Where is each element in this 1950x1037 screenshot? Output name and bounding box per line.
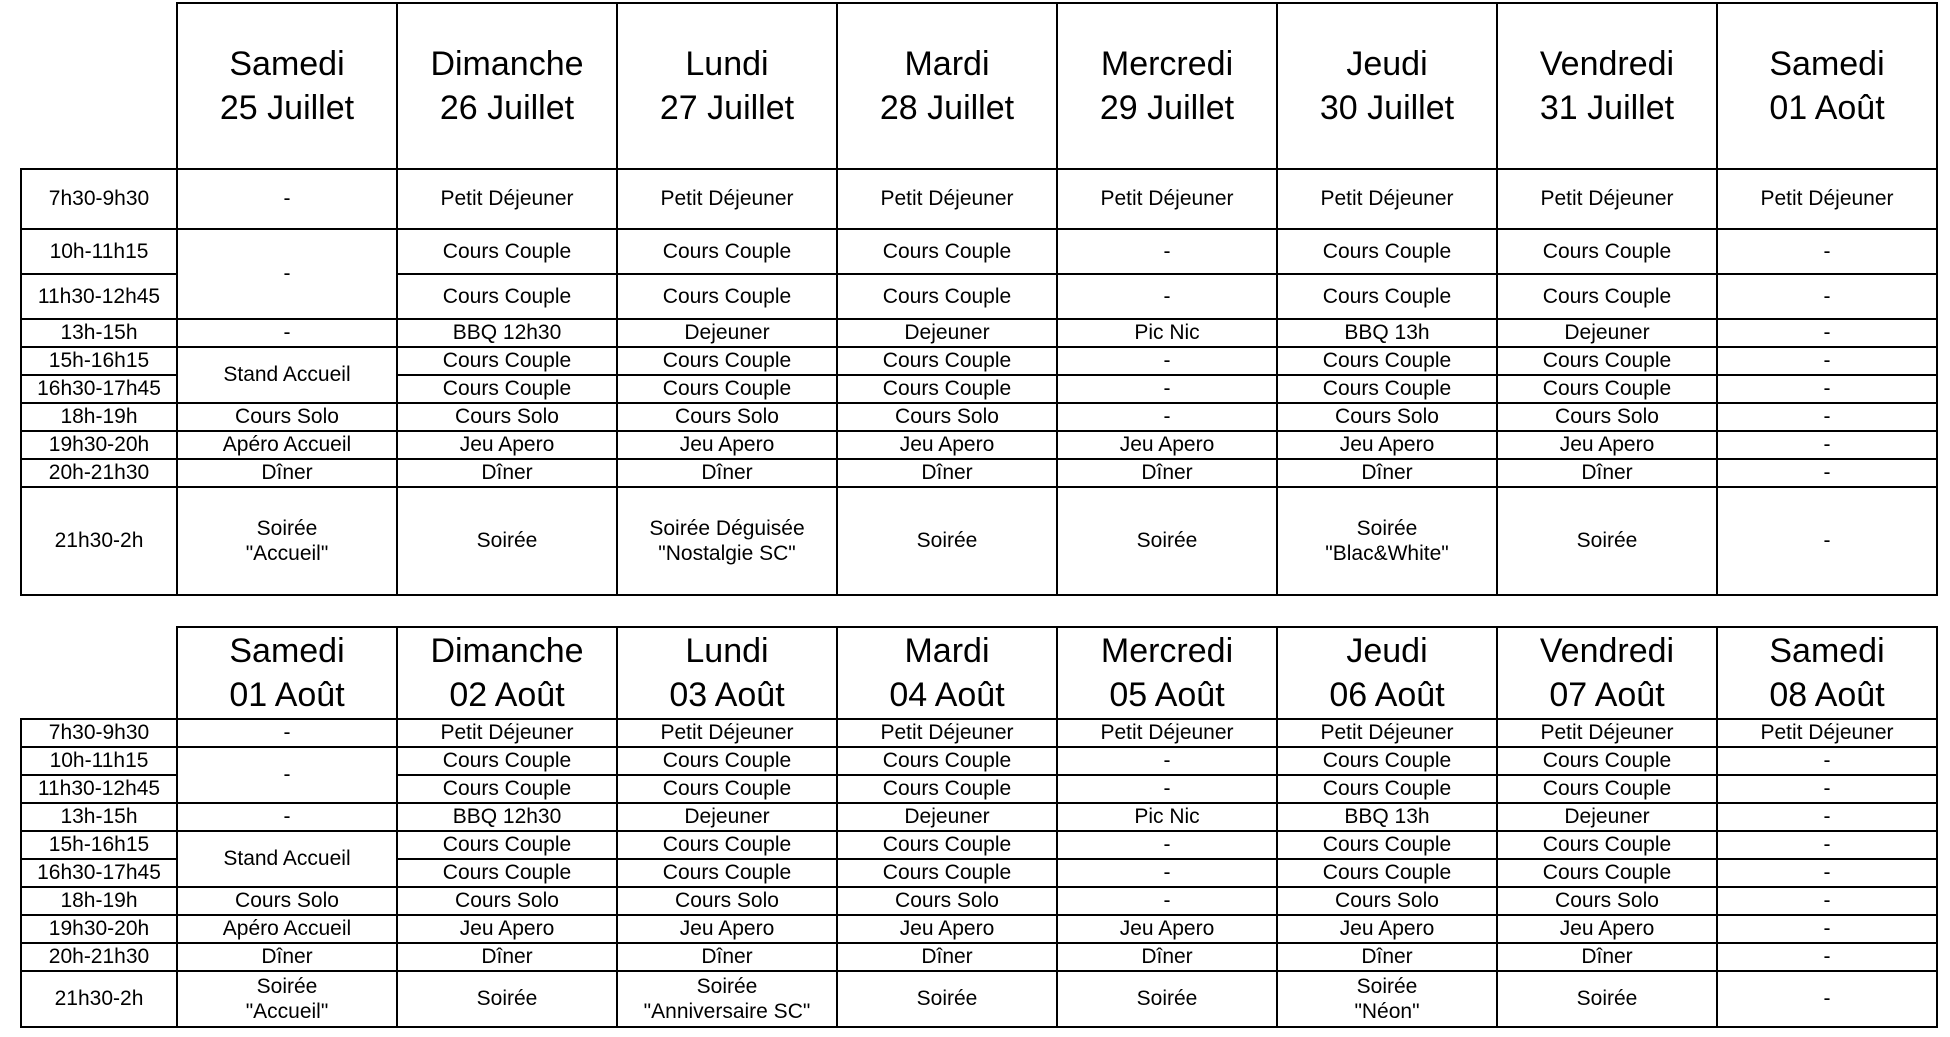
schedule-cell: Cours Solo (1497, 403, 1717, 431)
schedule-cell: Soirée "Accueil" (177, 971, 397, 1027)
schedule-cell: Cours Couple (837, 747, 1057, 775)
schedule-cell: Cours Couple (837, 375, 1057, 403)
schedule-cell: - (1717, 943, 1937, 971)
schedule-cell: Jeu Apero (1497, 915, 1717, 943)
day-header: Samedi 08 Août (1717, 627, 1937, 719)
schedule-cell: Dîner (1057, 943, 1277, 971)
schedule-cell: Soirée (1057, 487, 1277, 595)
schedule-cell: Soirée "Accueil" (177, 487, 397, 595)
schedule-cell: Cours Solo (397, 887, 617, 915)
schedule-cell: Jeu Apero (1057, 915, 1277, 943)
schedule-cell: Jeu Apero (1057, 431, 1277, 459)
schedule-cell: Dîner (177, 459, 397, 487)
schedule-cell: Jeu Apero (837, 431, 1057, 459)
schedule-cell: Cours Couple (617, 747, 837, 775)
schedule-cell: Cours Solo (397, 403, 617, 431)
schedule-cell: Cours Couple (1497, 859, 1717, 887)
schedule-cell: Cours Couple (837, 775, 1057, 803)
schedule-cell: - (1717, 347, 1937, 375)
schedule-cell: BBQ 13h (1277, 319, 1497, 347)
schedule-cell: - (1057, 831, 1277, 859)
schedule-cell: Pic Nic (1057, 803, 1277, 831)
time-slot-label: 21h30-2h (21, 971, 177, 1027)
schedule-cell: Petit Déjeuner (617, 719, 837, 747)
day-header: Jeudi 30 Juillet (1277, 3, 1497, 169)
schedule-cell: Dejeuner (837, 319, 1057, 347)
schedule-cell: - (1717, 887, 1937, 915)
schedule-cell: Petit Déjeuner (1277, 719, 1497, 747)
schedule-cell: Cours Couple (1277, 775, 1497, 803)
schedule-cell: Jeu Apero (617, 431, 837, 459)
schedule-cell: - (1717, 831, 1937, 859)
schedule-cell: - (1717, 775, 1937, 803)
time-slot-label: 10h-11h15 (21, 747, 177, 775)
day-header: Lundi 27 Juillet (617, 3, 837, 169)
schedule-cell: - (1717, 459, 1937, 487)
schedule-cell: Jeu Apero (1277, 915, 1497, 943)
schedule-cell: Cours Couple (1277, 229, 1497, 274)
schedule-cell: - (1717, 431, 1937, 459)
schedule-cell: Petit Déjeuner (617, 169, 837, 229)
schedule-cell: Dîner (837, 459, 1057, 487)
schedule-cell: - (1717, 375, 1937, 403)
schedule-cell: - (177, 719, 397, 747)
time-slot-label: 19h30-20h (21, 431, 177, 459)
day-header: Dimanche 26 Juillet (397, 3, 617, 169)
schedule-cell: Cours Couple (1497, 274, 1717, 319)
schedule-cell: - (177, 319, 397, 347)
schedule-cell: Petit Déjeuner (1057, 169, 1277, 229)
schedule-cell: Jeu Apero (837, 915, 1057, 943)
schedule-cell: Petit Déjeuner (397, 169, 617, 229)
schedule-cell: - (1717, 803, 1937, 831)
schedule-cell: Cours Couple (1497, 375, 1717, 403)
schedule-cell: Cours Solo (1497, 887, 1717, 915)
schedule-cell: Cours Couple (617, 229, 837, 274)
schedule-cell: Cours Couple (397, 747, 617, 775)
day-header: Samedi 01 Août (1717, 3, 1937, 169)
schedule-cell: - (1057, 775, 1277, 803)
time-slot-label: 13h-15h (21, 319, 177, 347)
time-slot-label: 10h-11h15 (21, 229, 177, 274)
schedule-cell: Cours Couple (617, 859, 837, 887)
schedule-cell: Soirée (837, 487, 1057, 595)
schedule-cell: Petit Déjeuner (837, 719, 1057, 747)
time-slot-label: 11h30-12h45 (21, 274, 177, 319)
schedule-row (21, 431, 1937, 459)
day-header: Mardi 04 Août (837, 627, 1057, 719)
schedule-cell: Cours Couple (837, 274, 1057, 319)
schedule-cell: Cours Couple (617, 775, 837, 803)
schedule-cell: - (1717, 915, 1937, 943)
schedule-cell: Jeu Apero (617, 915, 837, 943)
schedule-cell: Soirée "Blac&White" (1277, 487, 1497, 595)
schedule-cell: - (177, 169, 397, 229)
schedule-table-week-2 (20, 626, 1938, 1028)
time-slot-label: 13h-15h (21, 803, 177, 831)
schedule-cell: Cours Couple (617, 375, 837, 403)
time-slot-label: 19h30-20h (21, 915, 177, 943)
schedule-cell: Cours Solo (837, 403, 1057, 431)
time-slot-label: 7h30-9h30 (21, 169, 177, 229)
schedule-row (21, 971, 1937, 1027)
schedule-cell: Cours Couple (1277, 274, 1497, 319)
day-header: Vendredi 31 Juillet (1497, 3, 1717, 169)
schedule-cell: Dîner (1057, 459, 1277, 487)
schedule-cell: Cours Solo (617, 887, 837, 915)
time-slot-label: 21h30-2h (21, 487, 177, 595)
schedule-cell: Cours Couple (1497, 229, 1717, 274)
schedule-cell: Dîner (1497, 459, 1717, 487)
schedule-cell: Cours Solo (1277, 403, 1497, 431)
schedule-cell: Soirée (1497, 487, 1717, 595)
schedule-cell: Cours Couple (397, 274, 617, 319)
schedule-row (21, 229, 1937, 274)
schedule-cell: - (1717, 487, 1937, 595)
schedule-cell: - (177, 229, 397, 319)
schedule-cell: Petit Déjeuner (1717, 169, 1937, 229)
time-slot-label: 20h-21h30 (21, 459, 177, 487)
schedule-cell: - (1717, 229, 1937, 274)
time-slot-label: 15h-16h15 (21, 831, 177, 859)
schedule-cell: Dejeuner (1497, 803, 1717, 831)
schedule-cell: BBQ 12h30 (397, 319, 617, 347)
schedule-cell: Cours Couple (617, 831, 837, 859)
schedule-cell: Cours Couple (1497, 347, 1717, 375)
schedule-cell: Cours Couple (397, 775, 617, 803)
header-row (21, 627, 1937, 719)
schedule-cell: - (177, 803, 397, 831)
schedule-cell: Dîner (397, 943, 617, 971)
schedule-cell: Cours Couple (397, 229, 617, 274)
schedule-cell: Pic Nic (1057, 319, 1277, 347)
schedule-cell: Dîner (1277, 943, 1497, 971)
schedule-cell: Cours Couple (1277, 859, 1497, 887)
day-header: Mercredi 05 Août (1057, 627, 1277, 719)
schedule-cell: Petit Déjeuner (397, 719, 617, 747)
schedule-cell: Cours Couple (837, 831, 1057, 859)
schedule-cell: Dîner (617, 459, 837, 487)
schedule-cell: Cours Couple (617, 347, 837, 375)
schedule-cell: - (1057, 229, 1277, 274)
schedule-cell: Petit Déjeuner (1497, 719, 1717, 747)
schedule-cell: - (1717, 319, 1937, 347)
schedule-cell: Soirée (1497, 971, 1717, 1027)
schedule-cell: Cours Solo (837, 887, 1057, 915)
schedule-cell: Dîner (397, 459, 617, 487)
header-row (21, 3, 1937, 169)
schedule-cell: - (1717, 747, 1937, 775)
schedule-cell: - (1057, 859, 1277, 887)
schedule-row (21, 747, 1937, 775)
schedule-cell: Dejeuner (1497, 319, 1717, 347)
day-header: Samedi 25 Juillet (177, 3, 397, 169)
schedule-row (21, 831, 1937, 859)
day-header: Dimanche 02 Août (397, 627, 617, 719)
schedule-row (21, 887, 1937, 915)
schedule-cell: Cours Solo (617, 403, 837, 431)
schedule-cell: - (1717, 274, 1937, 319)
schedule-row (21, 943, 1937, 971)
schedule-cell: BBQ 13h (1277, 803, 1497, 831)
schedule-cell: Apéro Accueil (177, 915, 397, 943)
schedule-cell: Stand Accueil (177, 831, 397, 887)
schedule-row (21, 803, 1937, 831)
schedule-cell: - (1057, 375, 1277, 403)
schedule-cell: Dejeuner (837, 803, 1057, 831)
schedule-cell: Cours Solo (177, 403, 397, 431)
schedule-cell: Cours Couple (1497, 775, 1717, 803)
schedule-cell: Dîner (1277, 459, 1497, 487)
schedule-table-week-1 (20, 2, 1938, 596)
time-slot-label: 16h30-17h45 (21, 375, 177, 403)
schedule-cell: Dîner (1497, 943, 1717, 971)
schedule-cell: Dejeuner (617, 319, 837, 347)
schedule-cell: Soirée (837, 971, 1057, 1027)
schedule-cell: Cours Couple (397, 831, 617, 859)
day-header: Vendredi 07 Août (1497, 627, 1717, 719)
time-slot-label: 18h-19h (21, 403, 177, 431)
schedule-cell: Cours Couple (1497, 831, 1717, 859)
day-header: Samedi 01 Août (177, 627, 397, 719)
schedule-row (21, 169, 1937, 229)
time-slot-label: 16h30-17h45 (21, 859, 177, 887)
day-header: Jeudi 06 Août (1277, 627, 1497, 719)
schedule-cell: Soirée (397, 487, 617, 595)
schedule-cell: - (1057, 403, 1277, 431)
schedule-cell: - (1057, 347, 1277, 375)
schedule-cell: - (1717, 971, 1937, 1027)
schedule-cell: Cours Couple (617, 274, 837, 319)
schedule-cell: Soirée "Néon" (1277, 971, 1497, 1027)
schedule-cell: Cours Couple (1277, 347, 1497, 375)
schedule-cell: Stand Accueil (177, 347, 397, 403)
schedule-cell: Dîner (177, 943, 397, 971)
schedule-cell: Cours Couple (397, 375, 617, 403)
schedule-cell: Petit Déjeuner (837, 169, 1057, 229)
schedule-cell: Dîner (617, 943, 837, 971)
schedule-cell: BBQ 12h30 (397, 803, 617, 831)
schedule-cell: Soirée (397, 971, 617, 1027)
time-slot-label: 20h-21h30 (21, 943, 177, 971)
schedule-cell: - (1057, 274, 1277, 319)
corner-cell (21, 3, 177, 169)
schedule-cell: Petit Déjeuner (1277, 169, 1497, 229)
schedule-cell: Soirée Déguisée "Nostalgie SC" (617, 487, 837, 595)
day-header: Mercredi 29 Juillet (1057, 3, 1277, 169)
schedule-cell: Cours Couple (837, 859, 1057, 887)
day-header: Lundi 03 Août (617, 627, 837, 719)
time-slot-label: 7h30-9h30 (21, 719, 177, 747)
schedule-cell: - (1057, 887, 1277, 915)
schedule-row (21, 487, 1937, 595)
schedule-cell: Petit Déjeuner (1057, 719, 1277, 747)
schedule-cell: Cours Couple (1497, 747, 1717, 775)
schedule-row (21, 915, 1937, 943)
schedule-cell: Cours Couple (837, 347, 1057, 375)
schedule-cell: Jeu Apero (397, 431, 617, 459)
schedule-cell: Cours Solo (1277, 887, 1497, 915)
time-slot-label: 11h30-12h45 (21, 775, 177, 803)
schedule-row (21, 319, 1937, 347)
schedule-cell: Cours Couple (1277, 747, 1497, 775)
schedule-cell: Cours Couple (1277, 831, 1497, 859)
schedule-row (21, 459, 1937, 487)
schedule-row (21, 347, 1937, 375)
schedule-cell: Cours Couple (1277, 375, 1497, 403)
schedule-cell: Cours Solo (177, 887, 397, 915)
corner-cell (21, 627, 177, 719)
schedule-cell: Dejeuner (617, 803, 837, 831)
schedule-row (21, 403, 1937, 431)
schedule-cell: Jeu Apero (1497, 431, 1717, 459)
time-slot-label: 15h-16h15 (21, 347, 177, 375)
schedule-cell: Cours Couple (397, 859, 617, 887)
day-header: Mardi 28 Juillet (837, 3, 1057, 169)
schedule-cell: Cours Couple (397, 347, 617, 375)
schedule-cell: Jeu Apero (1277, 431, 1497, 459)
schedule-cell: Soirée "Anniversaire SC" (617, 971, 837, 1027)
schedule-cell: Petit Déjeuner (1497, 169, 1717, 229)
schedule-cell: - (1717, 403, 1937, 431)
schedule-cell: Jeu Apero (397, 915, 617, 943)
schedule-cell: - (177, 747, 397, 803)
schedule-row (21, 719, 1937, 747)
schedule-cell: Soirée (1057, 971, 1277, 1027)
schedule-cell: - (1057, 747, 1277, 775)
time-slot-label: 18h-19h (21, 887, 177, 915)
schedule-cell: Apéro Accueil (177, 431, 397, 459)
schedule-cell: Petit Déjeuner (1717, 719, 1937, 747)
schedule-cell: - (1717, 859, 1937, 887)
schedule-cell: Cours Couple (837, 229, 1057, 274)
schedule-cell: Dîner (837, 943, 1057, 971)
